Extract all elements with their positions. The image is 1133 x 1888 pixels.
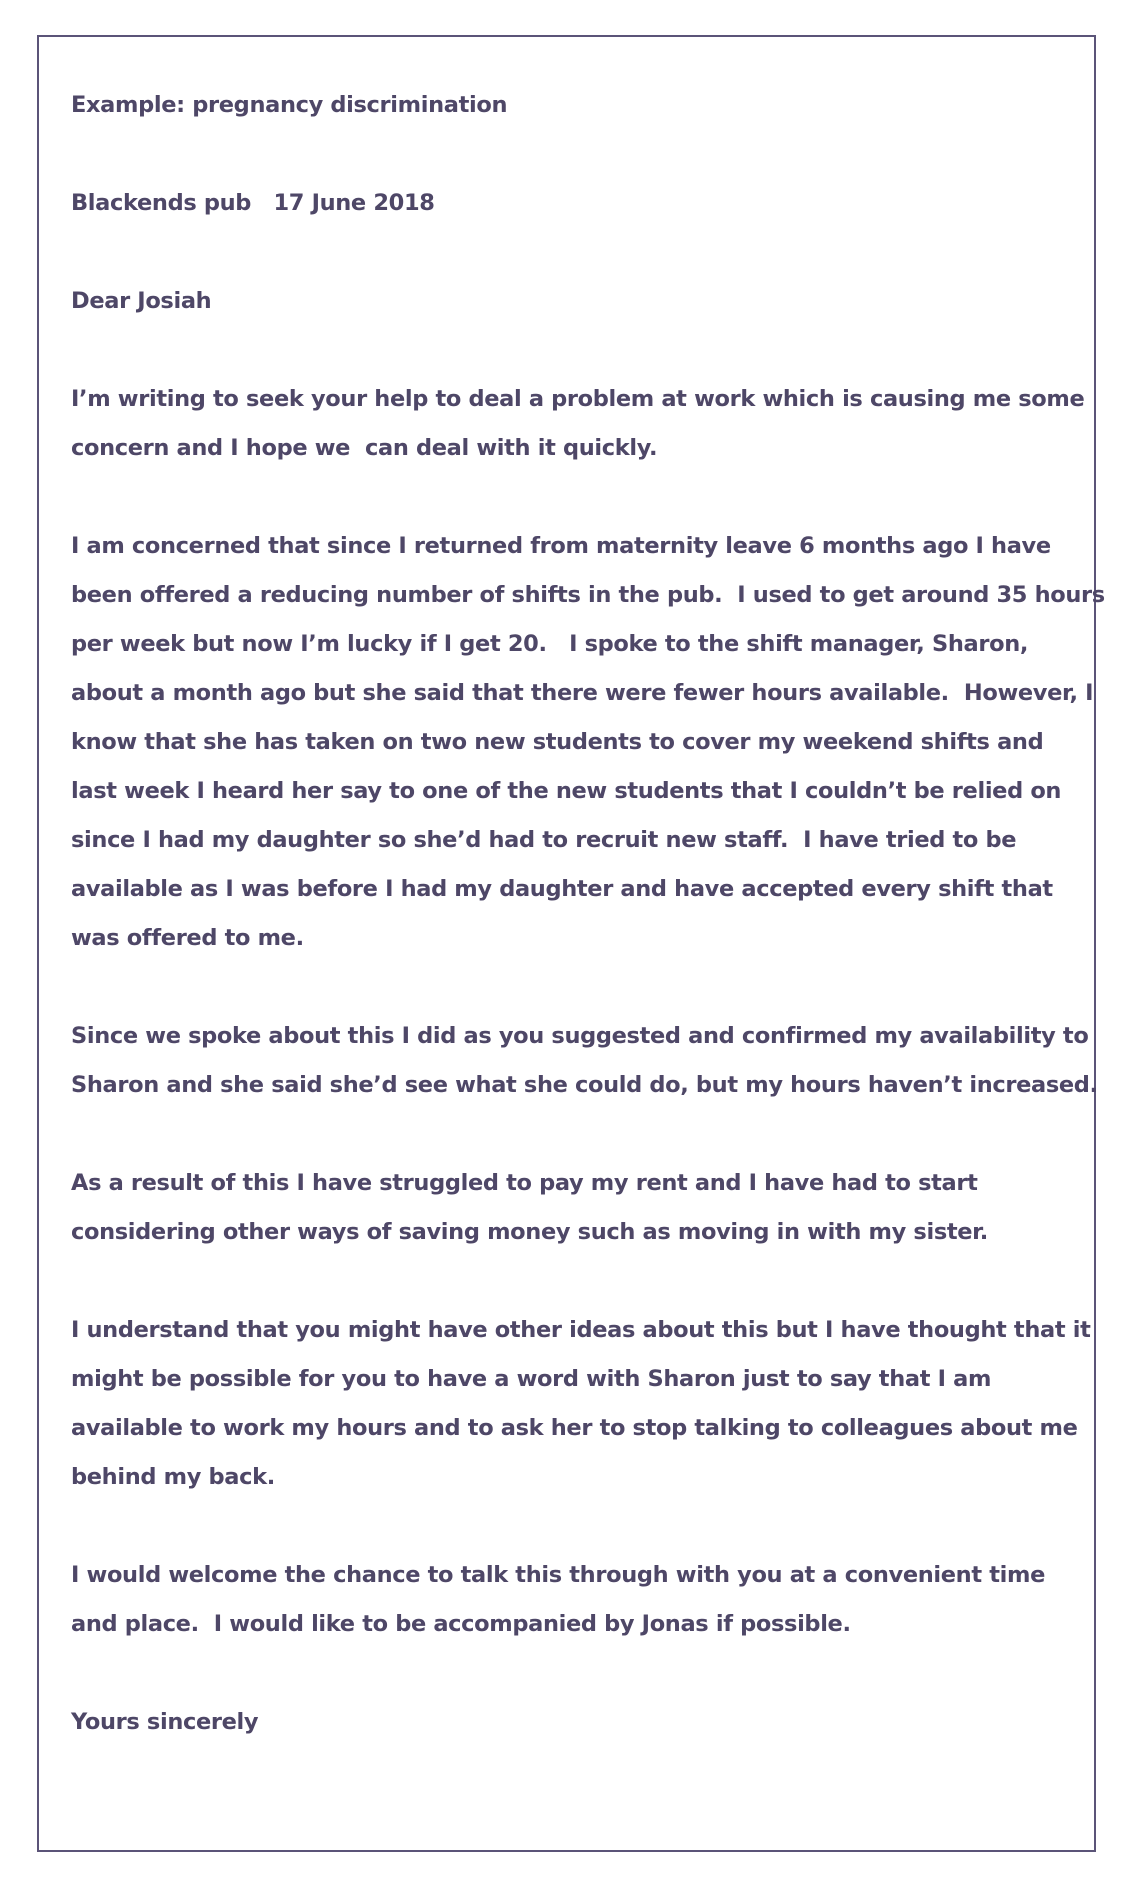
- closing: Yours sincerely: [71, 1709, 259, 1735]
- paragraph-line: and place. I would like to be accompanied by Jonas if possible.: [71, 1611, 851, 1637]
- paragraph-line: since I had my daughter so she’d had to recruit new staff. I have tried to be: [71, 827, 1017, 853]
- paragraph-line: I would welcome the chance to talk this through with you at a convenient time: [71, 1562, 1046, 1588]
- paragraph-line: considering other ways of saving money such as moving in with my sister.: [71, 1219, 988, 1245]
- paragraph-line: I’m writing to seek your help to deal a problem at work which is causing me some: [71, 386, 1085, 412]
- paragraph-line: available to work my hours and to ask her to stop talking to colleagues about me: [71, 1415, 1078, 1441]
- paragraph-line: was offered to me.: [71, 925, 304, 951]
- paragraph-line: per week but now I’m lucky if I get 20. I spoke to the shift manager, Sharon,: [71, 631, 1029, 657]
- paragraph-line: I understand that you might have other ideas about this but I have thought that it: [71, 1317, 1091, 1343]
- paragraph-line: I am concerned that since I returned from maternity leave 6 months ago I have: [71, 533, 1051, 559]
- letter-paragraph: [71, 1306, 1091, 1502]
- paragraph-line: been offered a reducing number of shifts in the pub. I used to get around 35 hours: [71, 582, 1105, 608]
- letter-paragraph: [71, 1012, 1098, 1110]
- letter-title: Example: pregnancy discrimination: [71, 92, 508, 118]
- paragraph-line: As a result of this I have struggled to pay my rent and I have had to start: [71, 1170, 978, 1196]
- letter-paragraph: [71, 1159, 1064, 1257]
- letter-paragraph: [71, 522, 1105, 963]
- paragraph-line: Since we spoke about this I did as you suggested and confirmed my availability to: [71, 1023, 1089, 1049]
- salutation: Dear Josiah: [71, 288, 212, 314]
- letter-paragraph: [71, 1551, 1064, 1649]
- letter-paragraph: [71, 375, 1085, 473]
- sender-date-line: Blackends pub 17 June 2018: [71, 190, 435, 216]
- paragraph-line: might be possible for you to have a word with Sharon just to say that I am: [71, 1366, 992, 1392]
- paragraph-line: concern and I hope we can deal with it quickly.: [71, 435, 658, 461]
- paragraph-line: last week I heard her say to one of the new students that I couldn’t be relied on: [71, 778, 1062, 804]
- letter-frame: [37, 35, 1105, 1852]
- paragraph-line: available as I was before I had my daughter and have accepted every shift that: [71, 876, 1053, 902]
- paragraph-line: about a month ago but she said that there were fewer hours available. However, I: [71, 680, 1094, 706]
- paragraph-line: know that she has taken on two new students to cover my weekend shifts and: [71, 729, 1044, 755]
- paragraph-line: behind my back.: [71, 1464, 275, 1490]
- paragraph-line: Sharon and she said she’d see what she could do, but my hours haven’t increased.: [71, 1072, 1098, 1098]
